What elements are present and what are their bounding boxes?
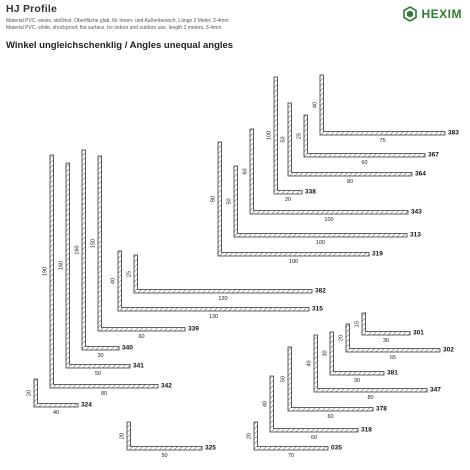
height-dimension: 60: [242, 168, 249, 175]
angle-shape: [234, 166, 407, 237]
width-dimension: 130: [208, 314, 219, 320]
profile-code: 383: [448, 129, 459, 137]
profile-code: 342: [161, 382, 172, 390]
width-dimension: 70: [287, 453, 295, 459]
height-dimension: 40: [306, 360, 313, 367]
angle-profile-347: [307, 335, 442, 401]
angle-profile-364: [281, 103, 427, 185]
angle-shape: [218, 142, 369, 256]
angle-profile-325: [120, 422, 217, 459]
angle-profile-367: [297, 115, 440, 166]
width-dimension: 60: [310, 435, 318, 441]
height-dimension: 160: [58, 260, 65, 271]
angle-shape: [346, 324, 440, 352]
height-dimension: 190: [42, 266, 49, 277]
width-dimension: 60: [327, 414, 334, 420]
angle-profile-302: [339, 324, 455, 361]
angle-profile-342: [43, 155, 173, 397]
profile-code: 382: [315, 287, 326, 295]
width-dimension: 30: [353, 378, 361, 384]
profile-code: 324: [81, 401, 92, 409]
width-dimension: 80: [367, 395, 374, 401]
profile-code: 318: [361, 426, 372, 434]
width-dimension: 20: [284, 197, 292, 203]
angle-profile-301: [355, 313, 425, 344]
angle-profile-383: [313, 75, 460, 144]
angle-shape: [127, 422, 202, 450]
profile-code: 315: [312, 305, 323, 313]
section-subtitle: Winkel ungleichschenklig / Angles unequal angles: [6, 40, 234, 51]
height-dimension: 150: [90, 238, 97, 249]
width-dimension: 60: [361, 160, 368, 166]
width-dimension: 100: [315, 240, 326, 246]
description-english: Material PVC, white, shockproof, flat surface, for indoor and outdoor use, length 2 meters, 3-4mm: [6, 25, 222, 31]
width-dimension: 100: [324, 217, 334, 223]
height-dimension: 30: [322, 350, 329, 357]
angle-profile-339: [91, 156, 200, 340]
page-title: HJ Profile: [6, 3, 58, 15]
height-dimension: 25: [296, 132, 303, 140]
angle-shape: [98, 156, 185, 331]
height-dimension: 20: [246, 432, 253, 440]
description-german: Material PVC, weiss, stoßfest, Oberfläche glatt, für Innen- und Außenbereich, Länge 2 Meter, 3-4mm: [6, 18, 229, 24]
width-dimension: 30: [97, 353, 104, 359]
height-dimension: 40: [110, 277, 117, 285]
profile-code: 347: [430, 386, 441, 394]
width-dimension: 50: [94, 371, 102, 377]
width-dimension: 60: [138, 334, 145, 340]
height-dimension: 80: [210, 195, 217, 203]
angle-shape: [34, 379, 78, 407]
profile-code: 381: [387, 369, 398, 377]
angle-shape: [362, 313, 410, 335]
angle-shape: [320, 75, 445, 135]
height-dimension: 20: [119, 432, 126, 440]
profile-code: 378: [376, 405, 387, 413]
angle-profile-313: [227, 166, 422, 246]
height-dimension: 100: [266, 130, 273, 141]
width-dimension: 120: [218, 296, 228, 302]
profile-code: 035: [331, 444, 342, 452]
profile-code: 338: [305, 188, 316, 196]
profile-code: 367: [428, 151, 439, 159]
width-dimension: 65: [389, 355, 397, 361]
height-dimension: 15: [354, 320, 361, 328]
height-dimension: 25: [126, 270, 133, 278]
width-dimension: 40: [52, 410, 60, 416]
height-dimension: 40: [312, 101, 319, 109]
angle-shape: [134, 255, 312, 293]
height-dimension: 160: [74, 245, 81, 255]
height-dimension: 20: [26, 389, 33, 397]
height-dimension: 40: [262, 400, 269, 408]
angle-profile-035: [247, 422, 343, 459]
profile-code: 325: [205, 444, 216, 452]
height-dimension: 50: [280, 375, 287, 383]
width-dimension: 75: [379, 138, 386, 144]
profile-code: 313: [410, 231, 421, 239]
width-dimension: 50: [161, 453, 168, 459]
height-dimension: 50: [226, 198, 233, 205]
width-dimension: 30: [382, 338, 390, 344]
height-dimension: 20: [338, 334, 345, 342]
profile-code: 302: [443, 346, 454, 354]
profile-code: 343: [411, 208, 422, 216]
width-dimension: 100: [288, 259, 299, 265]
angle-shape: [118, 251, 309, 311]
height-dimension: 50: [280, 136, 287, 143]
profile-code: 339: [188, 325, 199, 333]
brand-name: HEXIM: [421, 7, 462, 21]
width-dimension: 80: [100, 391, 108, 397]
profile-code: 340: [122, 344, 133, 352]
width-dimension: 80: [346, 179, 354, 185]
profile-code: 301: [413, 329, 424, 337]
profile-code: 319: [372, 250, 383, 258]
profile-code: 364: [415, 170, 426, 178]
profile-code: 341: [133, 362, 144, 370]
